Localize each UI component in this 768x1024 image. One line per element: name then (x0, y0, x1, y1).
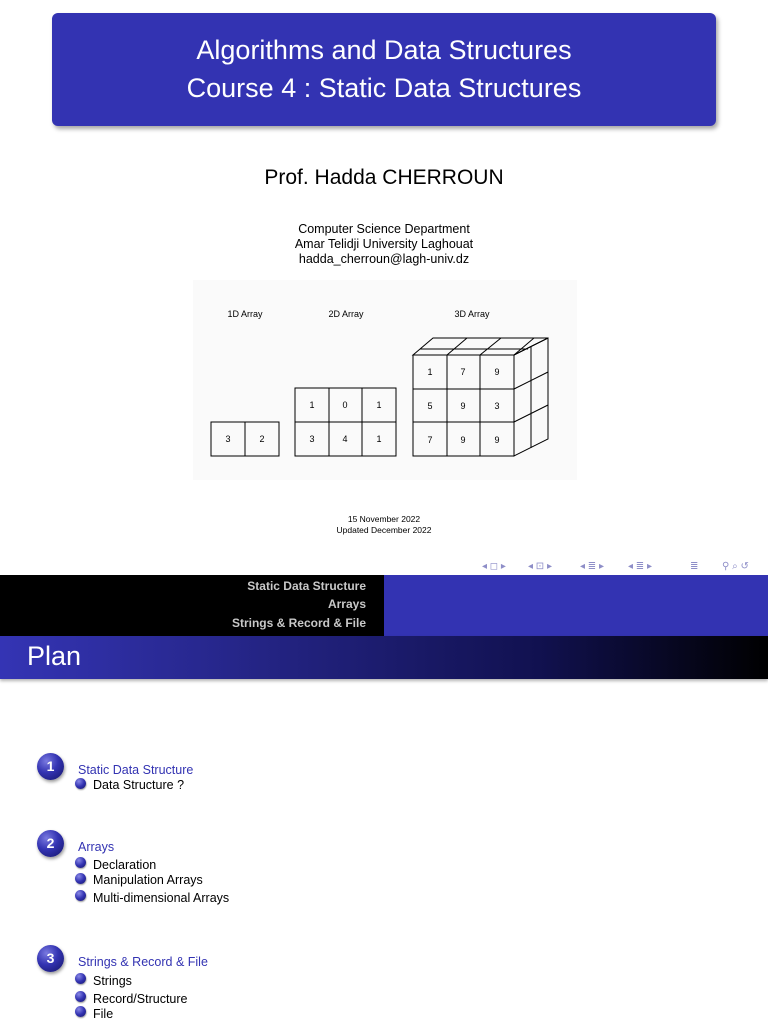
toc-section-strings-record-file[interactable]: Strings & Record & File (78, 955, 208, 969)
array-3d-cell: 9 (460, 401, 466, 411)
headline-bar (0, 575, 768, 636)
bullet-icon (75, 1006, 86, 1017)
array-2d-cell: 4 (342, 434, 348, 444)
date-block (0, 514, 768, 536)
title-line-2: Course 4 : Static Data Structures (186, 73, 582, 103)
toc-section-static-data-structure[interactable]: Static Data Structure (78, 763, 194, 777)
date: 15 November 2022 (347, 514, 421, 524)
toc-number-badge: 1 (37, 753, 64, 780)
label-2d-array: 2D Array (328, 309, 364, 319)
toc-number-badge: 2 (37, 830, 64, 857)
updated-date: Updated December 2022 (336, 525, 432, 535)
university: Amar Telidji University Laghouat (294, 237, 474, 251)
toc-section-arrays[interactable]: Arrays (78, 840, 115, 854)
bullet-icon (75, 873, 86, 884)
nav-section-arrays[interactable]: Arrays (327, 597, 366, 611)
array-3d-cell: 7 (427, 435, 433, 445)
array-3d-cell: 5 (427, 401, 433, 411)
title-box (52, 13, 716, 126)
title-line-1: Algorithms and Data Structures (196, 35, 572, 65)
nav-subsection-icon[interactable]: ◂ ⊡ ▸ (528, 561, 552, 572)
nav-section-icon[interactable]: ◂ ≣ ▸ (580, 561, 604, 572)
bullet-icon (75, 890, 86, 901)
array-3d-cell: 3 (494, 401, 500, 411)
bullet-icon (75, 973, 86, 984)
toc-subsection-data-structure[interactable]: Data Structure ? (93, 778, 185, 792)
array-2d-cell: 1 (376, 434, 382, 444)
array-2d-cell: 1 (309, 400, 315, 410)
toc-subsection-strings[interactable]: Strings (93, 974, 132, 988)
institute-block (0, 222, 768, 267)
headline-right-panel (384, 575, 768, 636)
arrays-figure (193, 280, 577, 480)
array-3d-cell: 9 (494, 367, 500, 377)
array-2d-cell: 3 (309, 434, 315, 444)
email: hadda_cherroun@lagh-univ.dz (298, 252, 470, 266)
department: Computer Science Department (298, 222, 470, 236)
array-2d-cell: 1 (376, 400, 382, 410)
toc-subsection-multi-dimensional-arrays[interactable]: Multi-dimensional Arrays (93, 891, 230, 905)
toc-subsection-record-structure[interactable]: Record/Structure (93, 992, 188, 1006)
label-3d-array: 3D Array (454, 309, 490, 319)
author: Prof. Hadda CHERROUN (264, 166, 504, 189)
array-3d-cell: 9 (460, 435, 466, 445)
nav-frame-icon[interactable]: ◂ ◻ ▸ (482, 561, 506, 572)
bullet-icon (75, 857, 86, 868)
array-3d-cell: 9 (494, 435, 500, 445)
nav-section-strings-record-file[interactable]: Strings & Record & File (231, 616, 366, 630)
nav-section-static-data-structure[interactable]: Static Data Structure (247, 579, 366, 593)
frame-title: Plan (27, 641, 82, 671)
array-1d-cell: 3 (225, 434, 231, 444)
toc-subsection-declaration[interactable]: Declaration (93, 858, 157, 872)
array-1d-cell: 2 (259, 434, 265, 444)
bullet-icon (75, 778, 86, 789)
toc-subsection-manipulation-arrays[interactable]: Manipulation Arrays (93, 873, 203, 887)
array-2d-cell: 0 (342, 400, 348, 410)
nav-appendix-icon[interactable]: ≣ (690, 561, 699, 572)
frame-title-bar (0, 636, 768, 679)
array-3d-cell: 7 (460, 367, 466, 377)
nav-search-icon[interactable]: ⚲ ⌕ ↺ (722, 561, 749, 572)
nav-document-icon[interactable]: ◂ ≣ ▸ (628, 561, 652, 572)
toc-subsection-file[interactable]: File (93, 1007, 114, 1021)
label-1d-array: 1D Array (227, 309, 263, 319)
array-3d-cell: 1 (427, 367, 433, 377)
bullet-icon (75, 991, 86, 1002)
toc-number-badge: 3 (37, 945, 64, 972)
